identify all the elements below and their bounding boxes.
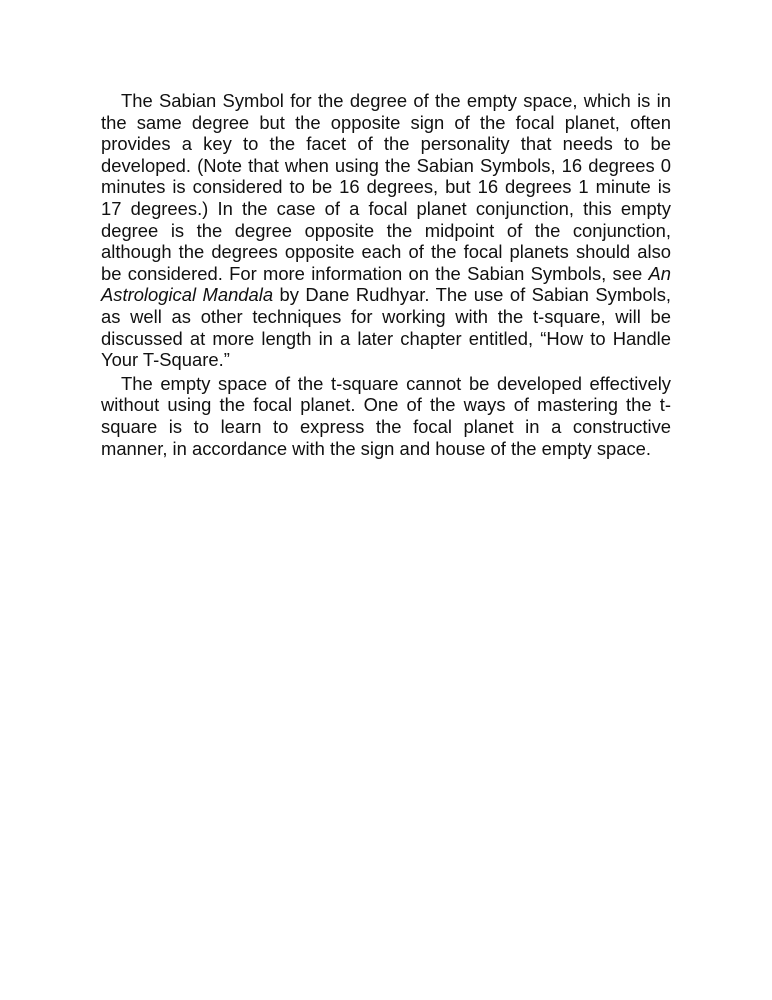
- body-text: [101, 90, 671, 461]
- paragraph-2: [101, 373, 671, 459]
- paragraph-1: [101, 90, 671, 371]
- paragraph-1-text-b: by Dane Rudhyar. The use of Sabian Symbols, as well as other techniques for working with the t-square, will be discussed at more length in a later chapter entitled, “How to Handle Your T-Square.”: [101, 284, 671, 371]
- book-title-italic: An Astrological Mandala: [101, 262, 671, 306]
- paragraph-2-text: The empty space of the t-square cannot be developed effectively without using the focal planet. One of the ways of mastering the t-square is to learn to express the focal planet in a constructive manner, in accordance with the sign and house of the empty space.: [101, 372, 671, 459]
- paragraph-1-text-a: The Sabian Symbol for the degree of the empty space, which is in the same degree but the opposite sign of the focal planet, often provides a key to the facet of the personality that needs to be developed. (Note that when using the Sabian Symbols, 16 degrees 0 minutes is considered to be 16 degrees, but 16 degrees 1 minute is 17 degrees.) In the case of a focal planet conjunction, this empty degree is the degree opposite the midpoint of the conjunction, although the degrees opposite each of the focal planets should also be considered. For more information on the Sabian Symbols, see: [101, 90, 671, 284]
